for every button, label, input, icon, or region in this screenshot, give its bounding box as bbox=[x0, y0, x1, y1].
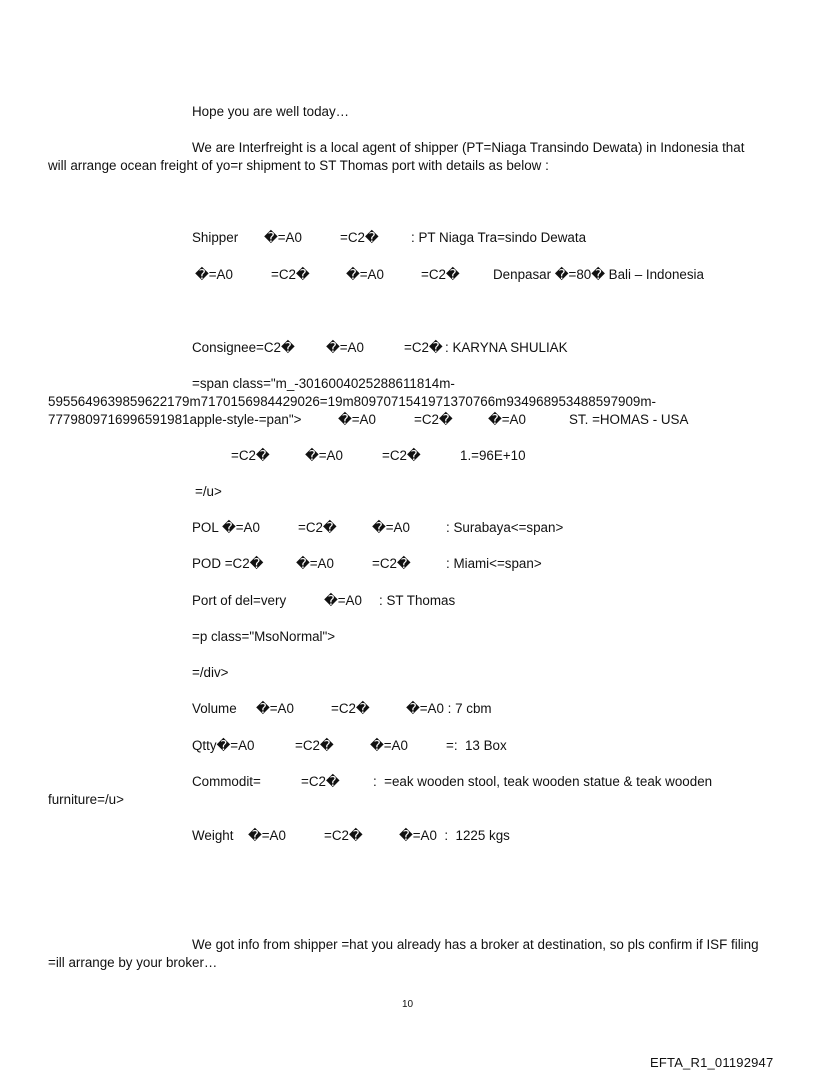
consignee-value: : KARYNA SHULIAK bbox=[445, 340, 568, 355]
pol-code-1: �=A0 bbox=[222, 520, 260, 535]
pod-code-1: �=A0 bbox=[296, 556, 334, 571]
pol-code-3: �=A0 bbox=[372, 520, 410, 535]
delivery-code-1: �=A0 bbox=[324, 593, 362, 608]
closing-line-2: =ill arrange by your broker… bbox=[48, 955, 218, 970]
intro-line-1: We are Interfreight is a local agent of shipper (PT=Niaga Transindo Dewata) in Indonesia that bbox=[192, 140, 745, 155]
shipper-address: Denpasar �=80� Bali – Indonesia bbox=[493, 267, 704, 282]
qtty-code-2: �=A0 bbox=[370, 738, 408, 753]
span-code-3: �=A0 bbox=[488, 412, 526, 427]
pod-value: : Miami<=span> bbox=[446, 556, 542, 571]
commodity-continued: furniture=/u> bbox=[48, 792, 124, 807]
span-line-1: =span class="m_-3016004025288611814m- bbox=[192, 376, 455, 391]
volume-label: Volume bbox=[192, 701, 237, 716]
weight-value: �=A0 : 1225 kgs bbox=[399, 828, 510, 843]
qtty-value: =: 13 Box bbox=[446, 738, 507, 753]
span-code-2: =C2� bbox=[414, 412, 453, 427]
shipper-label: Shipper bbox=[192, 230, 239, 245]
weight-label: Weight bbox=[192, 828, 234, 843]
pod-label: POD =C2� bbox=[192, 556, 264, 571]
pod-code-2: =C2� bbox=[372, 556, 411, 571]
delivery-label: Port of del=very bbox=[192, 593, 287, 608]
volume-code-2: =C2� bbox=[331, 701, 370, 716]
u-close-tag: =/u> bbox=[195, 484, 222, 499]
consignee-destination: ST. =HOMAS - USA bbox=[569, 412, 689, 427]
p-class-tag: =p class="MsoNormal"> bbox=[192, 629, 336, 644]
intro-line-2: will arrange ocean freight of yo=r shipment to ST Thomas port with details as below : bbox=[48, 158, 549, 173]
span-code-1: �=A0 bbox=[338, 412, 376, 427]
qtty-label: Qtty�=A0 bbox=[192, 738, 255, 753]
phone-code-2: �=A0 bbox=[305, 448, 343, 463]
greeting: Hope you are well today… bbox=[192, 104, 350, 119]
shipper-value: : PT Niaga Tra=sindo Dewata bbox=[411, 230, 587, 245]
shipper-code-2: =C2� bbox=[340, 230, 379, 245]
consignee-label: Consignee=C2� bbox=[192, 340, 295, 355]
span-line-3: 7779809716996591981apple-style-=pan"> bbox=[48, 412, 302, 427]
consignee-code-2: =C2� bbox=[404, 340, 443, 355]
volume-code-1: �=A0 bbox=[256, 701, 294, 716]
qtty-code-1: =C2� bbox=[295, 738, 334, 753]
consignee-phone: 1.=96E+10 bbox=[460, 448, 526, 463]
div-close-tag: =/div> bbox=[192, 665, 229, 680]
shipper-address-code-2: =C2� bbox=[271, 267, 310, 282]
pol-value: : Surabaya<=span> bbox=[446, 520, 564, 535]
commodity-label: Commodit= bbox=[192, 774, 261, 789]
weight-code-2: =C2� bbox=[324, 828, 363, 843]
consignee-code-1: �=A0 bbox=[326, 340, 364, 355]
delivery-value: : ST Thomas bbox=[379, 593, 456, 608]
span-line-2: 5955649639859622179m7170156984429026=19m8097071541971370766m934968953488597909m- bbox=[48, 394, 656, 409]
shipper-code-1: �=A0 bbox=[264, 230, 302, 245]
phone-code-1: =C2� bbox=[231, 448, 270, 463]
commodity-code-1: =C2� bbox=[301, 774, 340, 789]
phone-code-3: =C2� bbox=[382, 448, 421, 463]
document-id: EFTA_R1_01192947 bbox=[650, 1055, 774, 1070]
pol-code-2: =C2� bbox=[298, 520, 337, 535]
closing-line-1: We got info from shipper =hat you already has a broker at destination, so pls confirm if ISF filing bbox=[192, 937, 759, 952]
shipper-address-code-1: �=A0 bbox=[195, 267, 233, 282]
commodity-value: : =eak wooden stool, teak wooden statue & teak wooden bbox=[373, 774, 713, 789]
weight-code-1: �=A0 bbox=[248, 828, 286, 843]
page-number: 10 bbox=[402, 999, 414, 1010]
shipper-address-code-3: �=A0 bbox=[346, 267, 384, 282]
shipper-address-code-4: =C2� bbox=[421, 267, 460, 282]
volume-value: �=A0 : 7 cbm bbox=[406, 701, 492, 716]
pol-label: POL bbox=[192, 520, 219, 535]
